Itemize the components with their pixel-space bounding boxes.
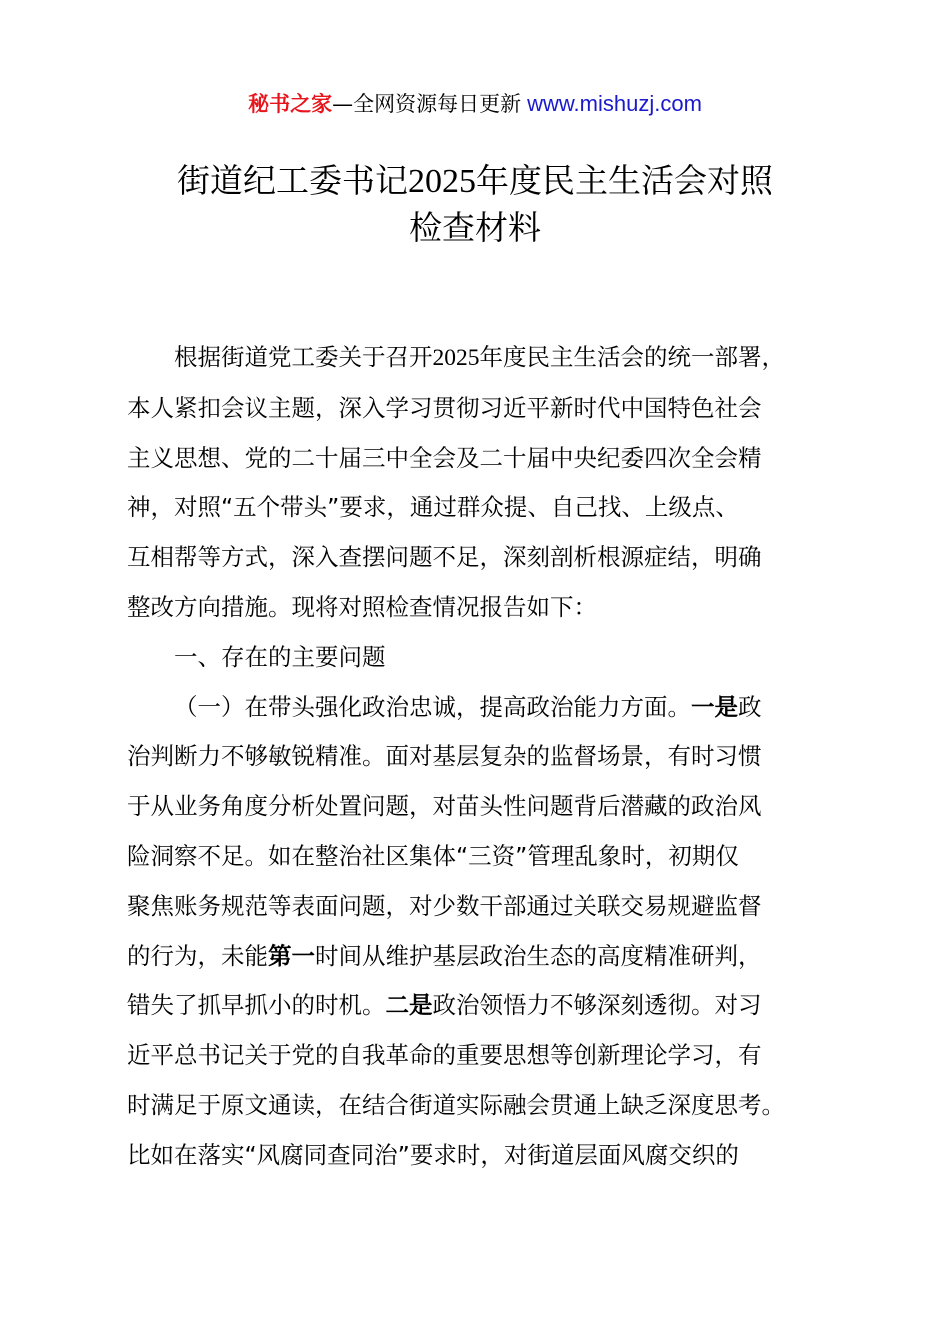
text-line: 本人紧扣会议主题，深入学习贯彻习近平新时代中国特色社会 [127,393,762,422]
text-span: 政 [738,692,762,721]
text-span: 时间从维护基层政治生态的高度精准研判， [315,941,762,970]
section-heading-text: 一、存在的主要问题 [174,642,386,671]
bold-marker: 二是 [385,991,433,1020]
year-number: 2025 [432,345,480,371]
subsection-paragraph [127,683,839,1181]
document-body [127,333,839,1181]
title-line-2: 检查材料 [409,208,541,247]
text-span: 政治领悟力不够深刻透彻。对习 [432,991,762,1020]
text-line: 治判断力不够敏锐精准。面对基层复杂的监督场景，有时习惯 [127,742,762,771]
text-line [127,683,839,733]
section-heading [127,633,839,683]
title-year: 2025 [408,163,476,200]
brand-name: 秘书之家 [248,92,333,116]
text-line [127,932,839,982]
text-line: 互相帮等方式，深入查摆问题不足，深刻剖析根源症结，明确 [127,543,762,572]
title-text: 年度民主生活会对照 [476,161,773,200]
title-text: 街道纪工委书记 [177,161,408,200]
subsection-heading: （一）在带头强化政治忠诚，提高政治能力方面。 [174,692,691,721]
bold-marker: 一是 [691,692,738,721]
text-span: 根据街道党工委关于召开 [174,343,433,371]
intro-paragraph [127,333,839,633]
text-span: 的行为，未能 [127,941,268,970]
text-line: 聚焦账务规范等表面问题，对少数干部通过关联交易规避监督 [127,891,762,920]
text-span: 年度民主生活会的统一部署， [479,343,785,371]
text-line: 神，对照“五个带头”要求，通过群众提、自己找、上级点、 [127,493,739,522]
text-line: 比如在落实“风腐同查同治”要求时，对街道层面风腐交织的 [127,1140,739,1169]
text-line: 整改方向措施。现将对照检查情况报告如下： [127,592,597,621]
slogan: —全网资源每日更新 [332,92,522,116]
text-span: 错失了抓早抓小的时机。 [127,991,386,1020]
text-line: 时满足于原文通读，在结合街道实际融会贯通上缺乏深度思考。 [127,1090,785,1119]
text-line [127,333,839,384]
text-line: 险洞察不足。如在整治社区集体“三资”管理乱象时，初期仅 [127,841,739,870]
text-line: 于从业务角度分析处置问题，对苗头性问题背后潜藏的政治风 [127,792,762,821]
document-title [0,158,950,251]
text-line [127,981,839,1031]
text-line: 近平总书记关于党的自我革命的重要思想等创新理论学习，有 [127,1041,762,1070]
text-line: 主义思想、党的二十届三中全会及二十届中央纪委四次全会精 [127,443,762,472]
bold-marker: 第一 [268,941,315,970]
site-url-link[interactable]: www.mishuzj.com [527,91,702,116]
title-line-1 [0,158,950,205]
header-banner [0,88,950,120]
